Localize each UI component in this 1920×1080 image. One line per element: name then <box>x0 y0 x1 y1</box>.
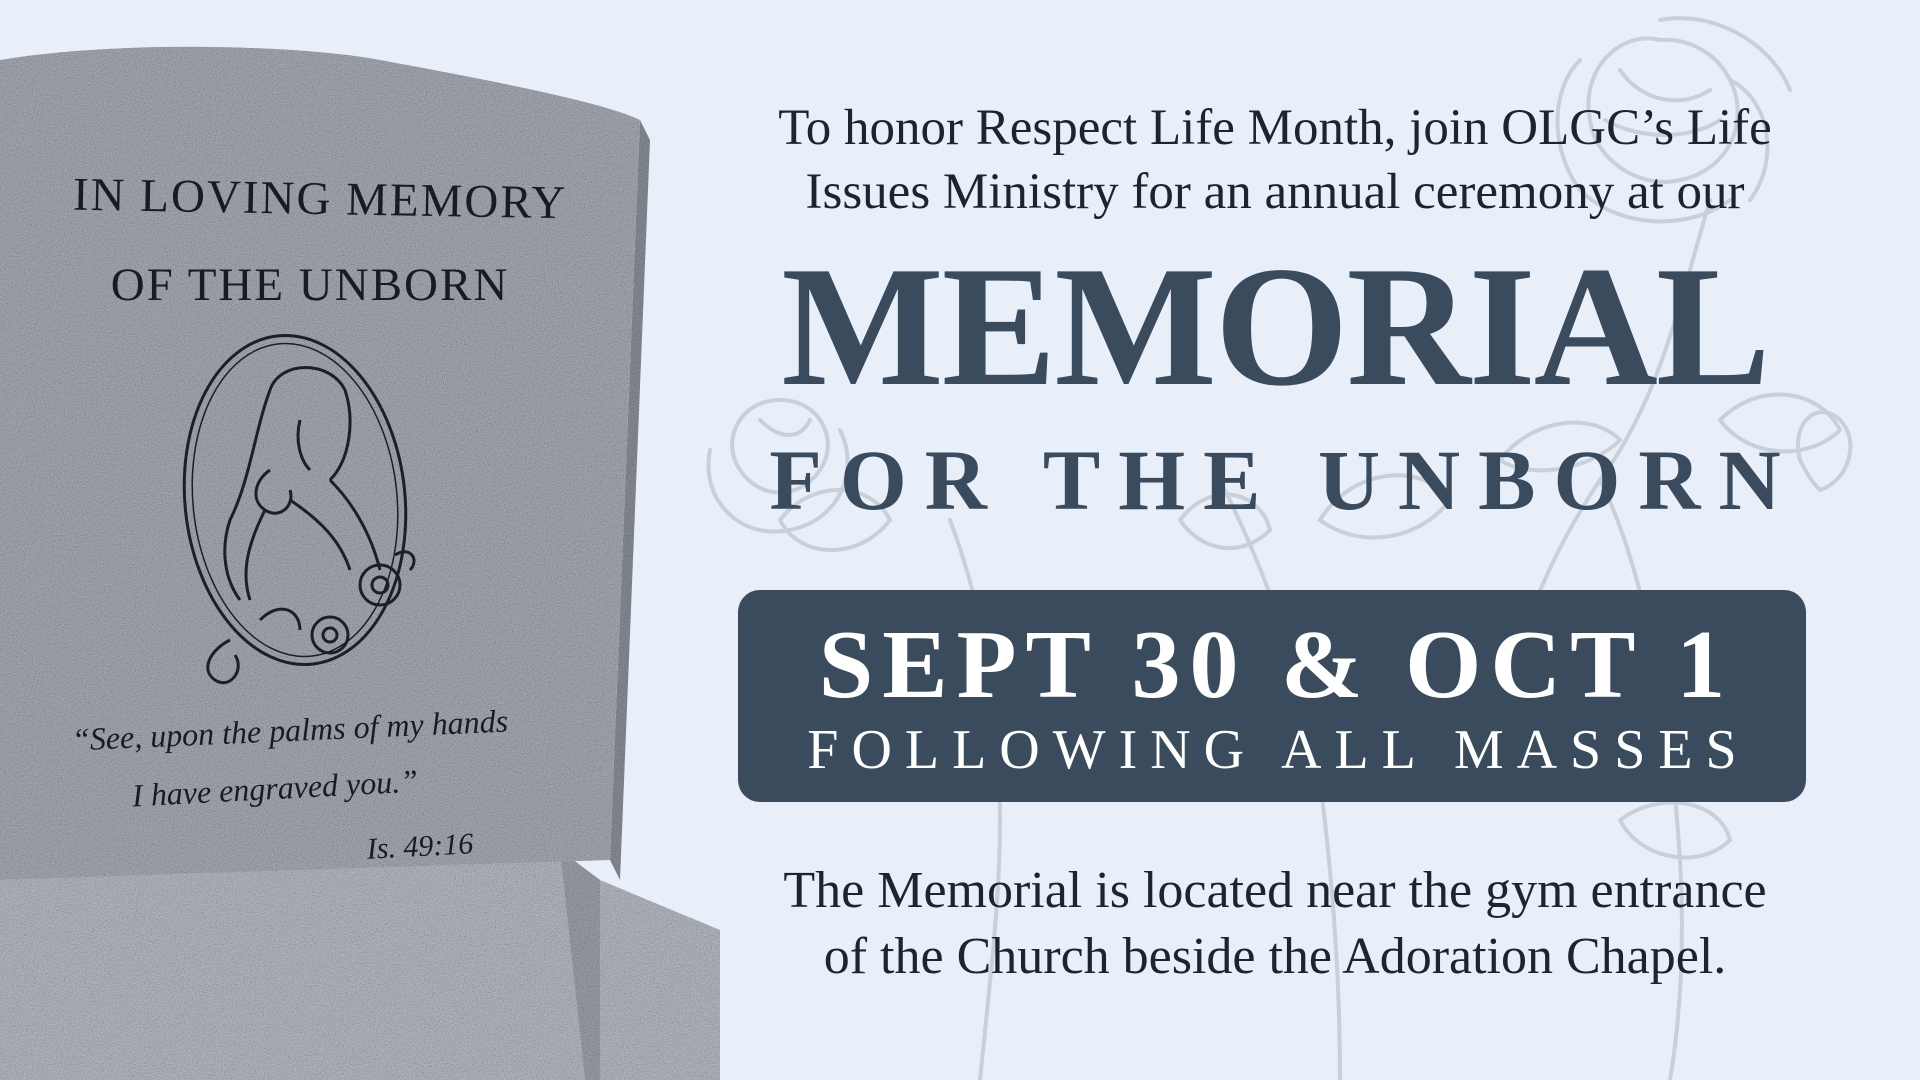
headline-memorial: MEMORIAL <box>781 232 1769 422</box>
intro-line-2: Issues Ministry for an annual ceremony at our <box>805 164 1745 220</box>
quote-line-1: “See, upon the palms of my hands <box>71 702 509 758</box>
location-line-2: of the Church beside the Adoration Chapel. <box>823 928 1727 985</box>
inscription-line-1: IN LOVING MEMORY <box>72 168 568 230</box>
intro-line-1: To honor Respect Life Month, join OLGC’s Life <box>778 100 1772 156</box>
quote-line-2: I have engraved you.” <box>131 762 419 814</box>
intro-text <box>730 96 1820 224</box>
event-dates: SEPT 30 & OCT 1 <box>818 611 1735 719</box>
location-line-1: The Memorial is located near the gym entrance <box>783 862 1767 919</box>
location-text <box>730 858 1820 990</box>
event-timing: FOLLOWING ALL MASSES <box>807 719 1750 781</box>
quote-citation: Is. 49:16 <box>365 827 475 866</box>
headstone <box>0 0 730 1080</box>
headline-for-the-unborn: FOR THE UNBORN <box>769 432 1799 528</box>
headstone-graphic <box>0 0 730 1080</box>
inscription-line-2: OF THE UNBORN <box>110 259 510 311</box>
event-date-banner <box>738 590 1806 802</box>
